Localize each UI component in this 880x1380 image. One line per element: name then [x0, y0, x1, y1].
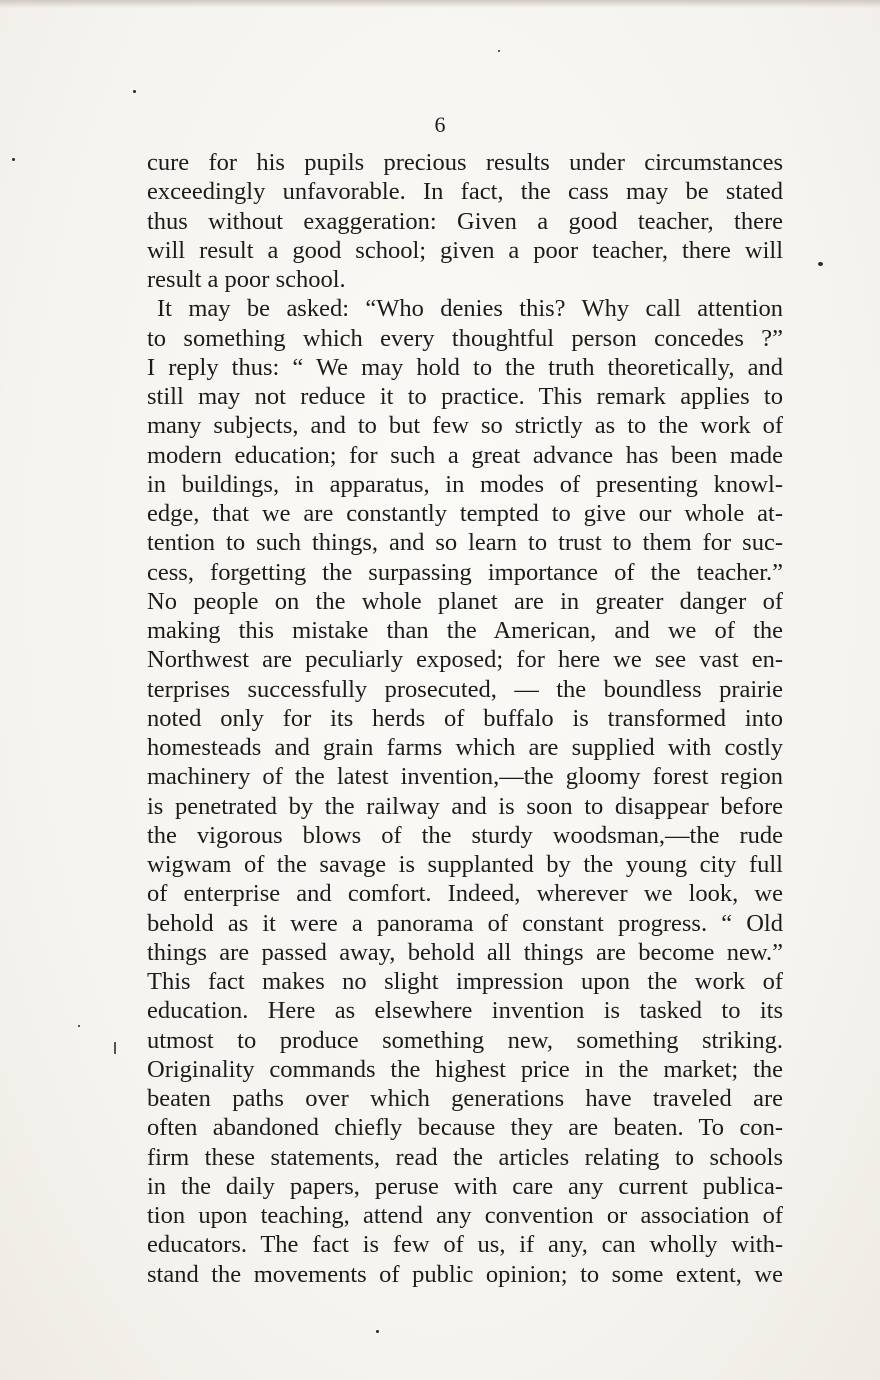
- page-number: 6: [434, 112, 446, 137]
- text-line: edge, that we are constantly tempted to give our whole at-: [147, 500, 783, 527]
- text-line: machinery of the latest invention,—the gloomy forest region: [147, 763, 783, 791]
- text-line: tion upon teaching, attend any convention or association of: [147, 1202, 783, 1229]
- text-line: will result a good school; given a poor teacher, there will: [147, 236, 783, 264]
- text-line: beaten paths over which generations have traveled are: [147, 1085, 783, 1112]
- text-line: many subjects, and to but few so strictly as to the work of: [147, 412, 783, 440]
- text-line: making this mistake than the American, and we of the: [147, 617, 783, 644]
- text-line: This fact makes no slight impression upon the work of: [147, 968, 783, 995]
- text-line: Northwest are peculiarly exposed; for here we see vast en-: [147, 646, 783, 674]
- text-line: wigwam of the savage is supplanted by the young city full: [147, 851, 783, 878]
- text-line: in buildings, in apparatus, in modes of presenting knowl-: [147, 470, 783, 498]
- scan-speck: [12, 158, 15, 161]
- text-line: is penetrated by the railway and is soon to disappear before: [147, 792, 783, 820]
- text-line: noted only for its herds of buffalo is transformed into: [147, 704, 783, 732]
- text-line: stand the movements of public opinion; to some extent, we: [147, 1260, 783, 1288]
- text-line: exceedingly unfavorable. In fact, the cass may be stated: [147, 178, 783, 206]
- text-line: of enterprise and comfort. Indeed, wherever we look, we: [147, 880, 783, 908]
- text-line: cess, forgetting the surpassing importance of the teacher.”: [147, 558, 783, 586]
- text-line: It may be asked: “Who denies this? Why call attention: [157, 295, 783, 323]
- page-top-edge: [0, 0, 880, 8]
- text-line: educators. The fact is few of us, if any, can wholly with-: [147, 1231, 783, 1259]
- text-line: modern education; for such a great advance has been made: [147, 441, 783, 469]
- text-line: Originality commands the highest price in the market; the: [147, 1055, 783, 1083]
- text-line: No people on the whole planet are in greater danger of: [147, 587, 783, 615]
- text-line: education. Here as elsewhere invention is tasked to its: [147, 997, 783, 1025]
- margin-mark: [114, 1042, 116, 1054]
- text-line: to something which every thoughtful person concedes ?”: [147, 324, 783, 352]
- text-line: cure for his pupils precious results under circumstances: [147, 149, 783, 176]
- text-line: terprises successfully prosecuted, — the boundless prairie: [147, 675, 783, 703]
- text-line: in the daily papers, peruse with care any current publica-: [147, 1172, 783, 1200]
- text-line: things are passed away, behold all things are become new.”: [147, 938, 783, 966]
- text-line: thus without exaggeration: Given a good teacher, there: [147, 207, 783, 235]
- text-line: still may not reduce it to practice. This remark applies to: [147, 383, 783, 410]
- text-line: firm these statements, read the articles relating to schools: [147, 1143, 783, 1171]
- text-line: I reply thus: “ We may hold to the truth theoretically, and: [147, 353, 783, 381]
- scan-speck: [498, 50, 500, 52]
- body-text: [147, 148, 783, 1289]
- scan-speck: [818, 262, 823, 266]
- text-line: result a poor school.: [147, 266, 346, 293]
- scan-speck: [78, 1025, 80, 1027]
- scan-speck: [133, 90, 136, 93]
- text-line: homesteads and grain farms which are supplied with costly: [147, 734, 783, 761]
- text-line: often abandoned chiefly because they are beaten. To con-: [147, 1114, 783, 1142]
- text-line: behold as it were a panorama of constant progress. “ Old: [147, 909, 783, 937]
- text-line: tention to such things, and so learn to trust to them for suc-: [147, 529, 783, 557]
- text-line: utmost to produce something new, something striking.: [147, 1026, 783, 1054]
- text-line: the vigorous blows of the sturdy woodsman,—the rude: [147, 821, 783, 849]
- scan-speck: [376, 1330, 379, 1333]
